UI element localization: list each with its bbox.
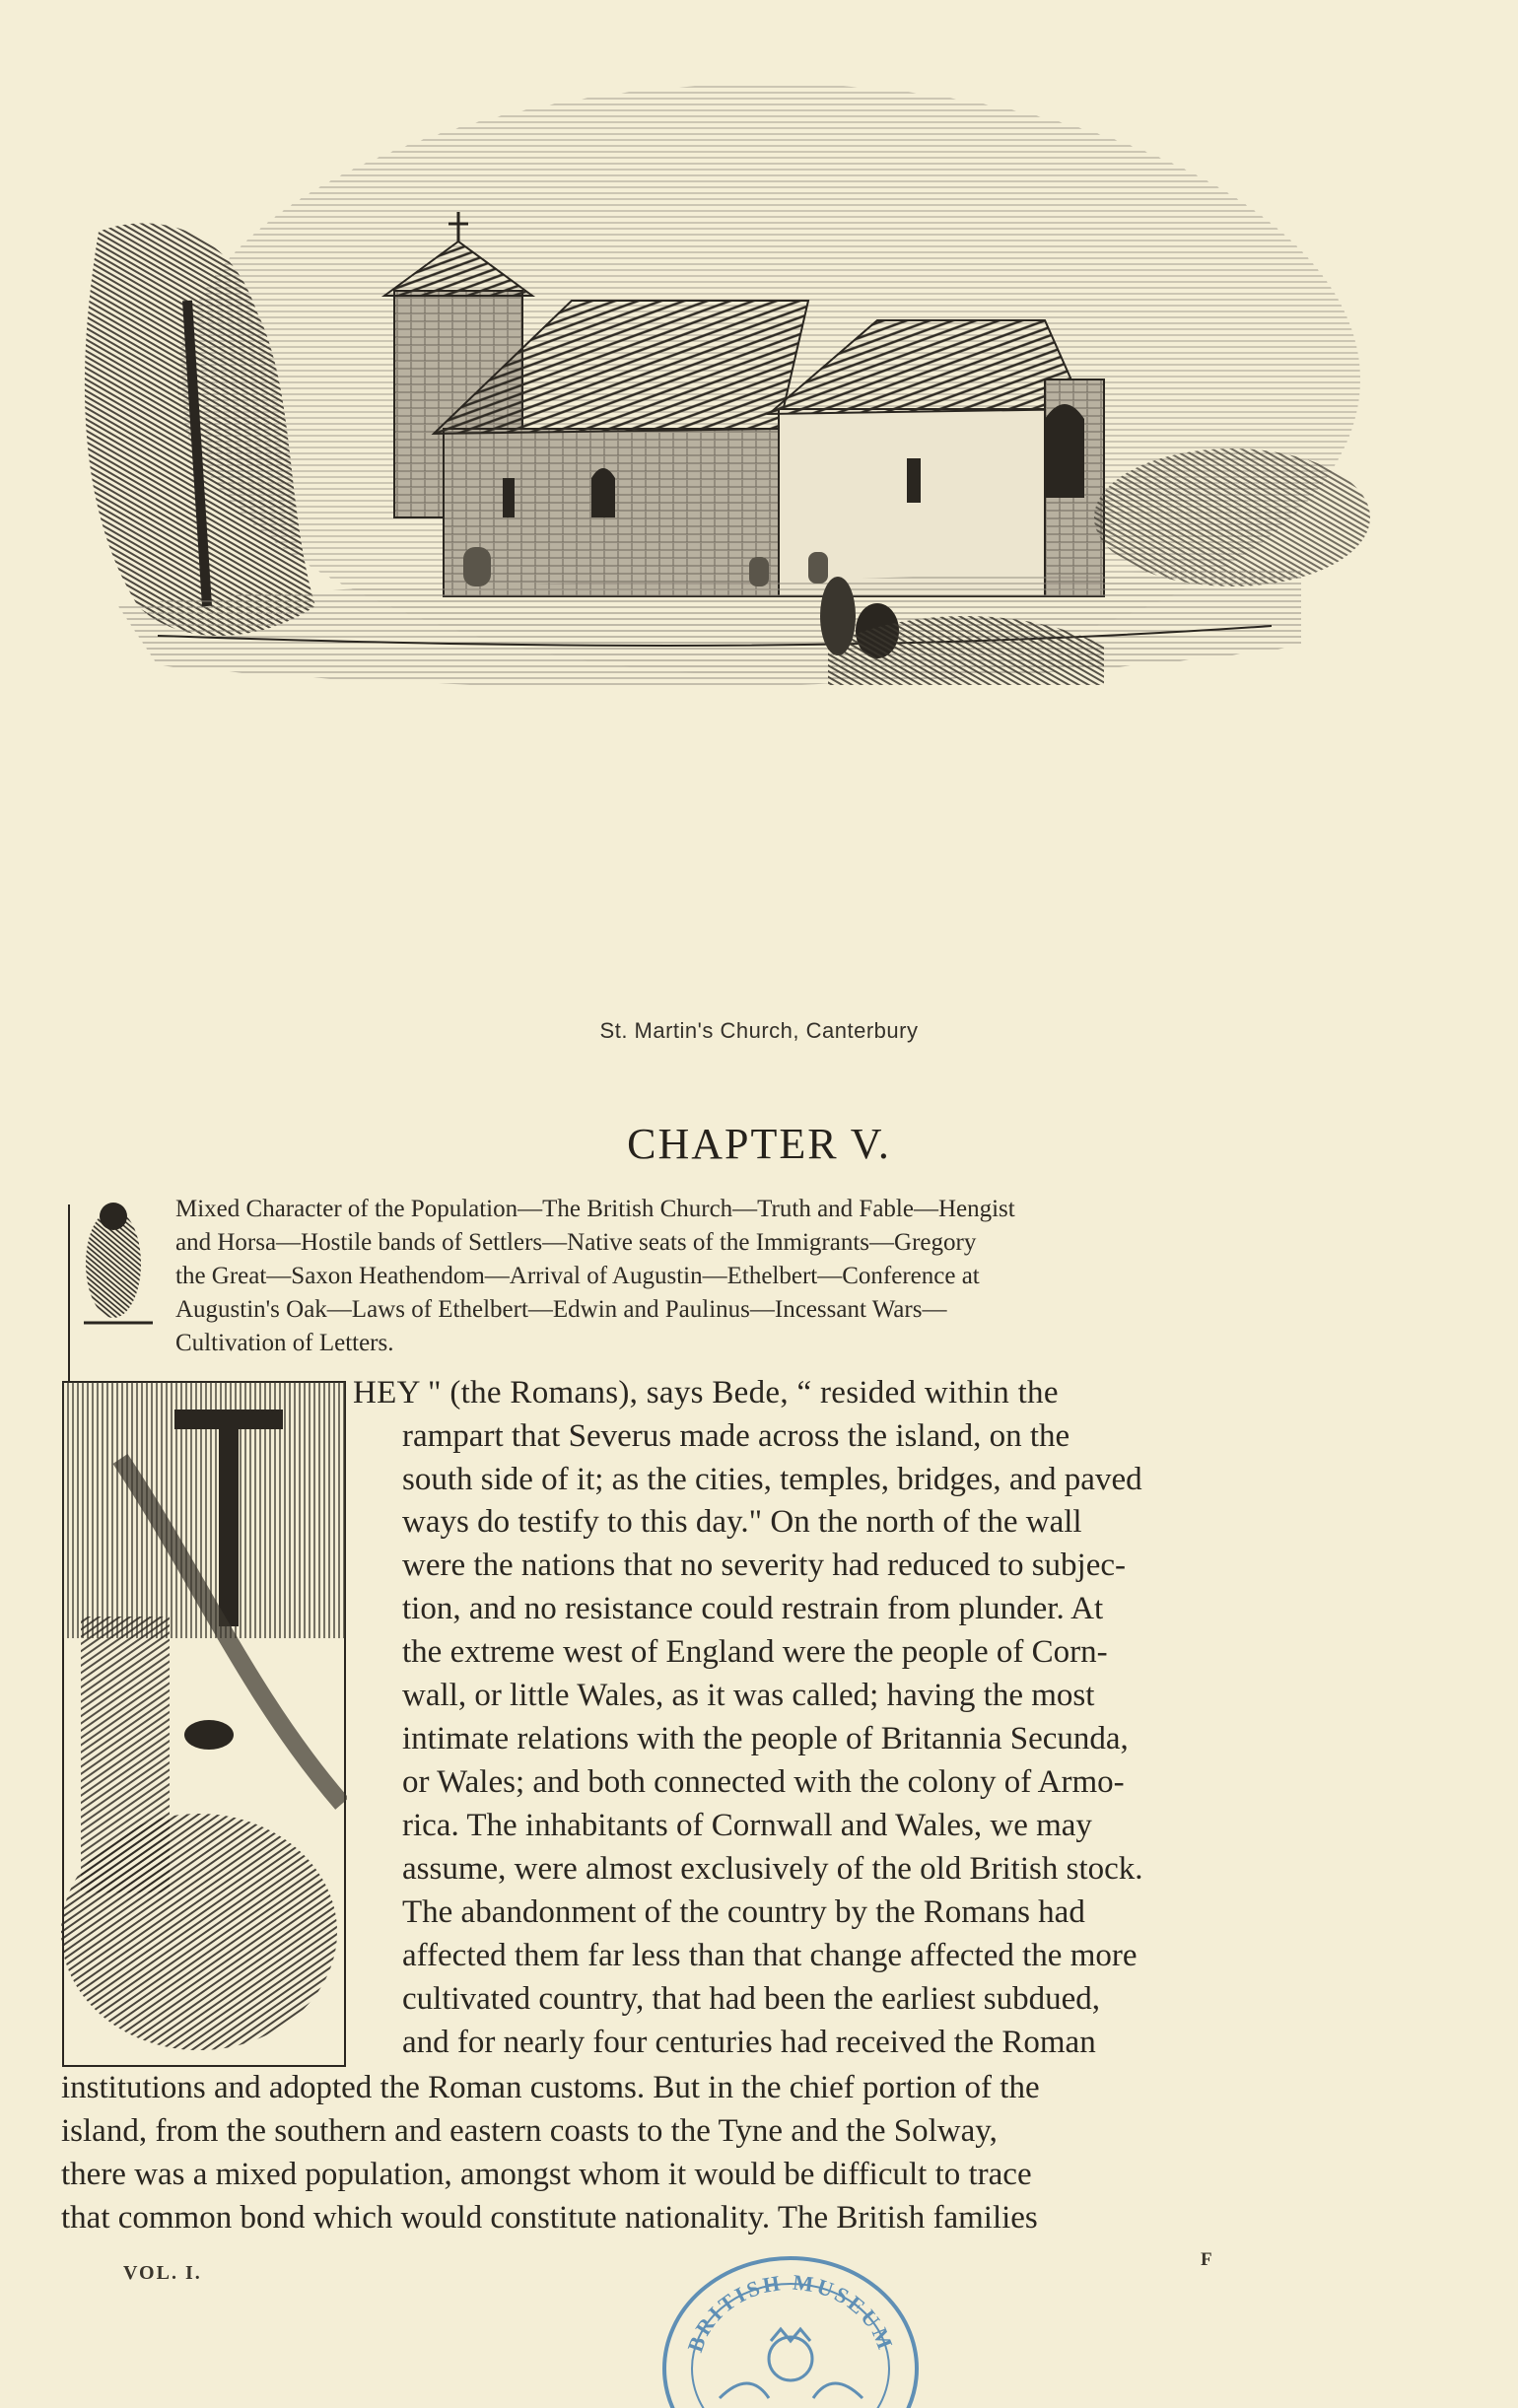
body-line: cultivated country, that had been the earliest subdued,: [402, 1981, 1101, 2017]
library-stamp: [651, 2250, 932, 2408]
summary-line: Augustin's Oak—Laws of Ethelbert—Edwin and Paulinus—Incessant Wars—: [175, 1296, 947, 1323]
body-line: affected them far less than that change affected the more: [402, 1938, 1138, 1973]
body-line: institutions and adopted the Roman customs. But in the chief portion of the: [61, 2070, 1040, 2105]
body-line: wall, or little Wales, as it was called; having the most: [402, 1678, 1095, 1713]
body-line: the extreme west of England were the people of Corn-: [402, 1634, 1108, 1670]
body-line: and for nearly four centuries had received the Roman: [402, 2025, 1096, 2060]
summary-line: Mixed Character of the Population—The British Church—Truth and Fable—Hengist: [175, 1196, 1015, 1222]
body-line: HEY " (the Romans), says Bede, “ resided within the: [353, 1375, 1059, 1410]
initial-letter-illustration: [61, 1380, 347, 2068]
body-line: rampart that Severus made across the island, on the: [402, 1418, 1070, 1454]
stamp-text: BRITISH MUSEUM: [682, 2269, 899, 2356]
body-line: ways do testify to this day." On the north of the wall: [402, 1504, 1082, 1540]
bird-illustration: [59, 1195, 158, 1392]
signature-mark: F: [1201, 2249, 1212, 2270]
body-line: tion, and no resistance could restrain from plunder. At: [402, 1591, 1104, 1626]
body-line: that common bond which would constitute nationality. The British families: [61, 2200, 1038, 2236]
illustration-caption: St. Martin's Church, Canterbury: [599, 1018, 919, 1043]
body-line: rica. The inhabitants of Cornwall and Wales, we may: [402, 1808, 1092, 1843]
summary-line: the Great—Saxon Heathendom—Arrival of Augustin—Ethelbert—Conference at: [175, 1263, 980, 1289]
body-line: assume, were almost exclusively of the old British stock.: [402, 1851, 1143, 1887]
summary-line: Cultivation of Letters.: [175, 1330, 394, 1356]
body-line: intimate relations with the people of Britannia Secunda,: [402, 1721, 1129, 1756]
church-engraving: [59, 54, 1370, 1040]
chapter-title: CHAPTER V.: [627, 1120, 891, 1168]
body-line: there was a mixed population, amongst whom it would be difficult to trace: [61, 2157, 1032, 2192]
body-line: island, from the southern and eastern coasts to the Tyne and the Solway,: [61, 2113, 998, 2149]
body-line: south side of it; as the cities, temples, bridges, and paved: [402, 1462, 1142, 1497]
body-line: or Wales; and both connected with the colony of Armo-: [402, 1764, 1125, 1800]
chapter-summary: [175, 1193, 1344, 1360]
body-line: were the nations that no severity had reduced to subjec-: [402, 1548, 1126, 1583]
summary-line: and Horsa—Hostile bands of Settlers—Native seats of the Immigrants—Gregory: [175, 1229, 977, 1256]
body-line: The abandonment of the country by the Romans had: [402, 1894, 1085, 1930]
volume-marker: VOL. I.: [123, 2262, 202, 2284]
